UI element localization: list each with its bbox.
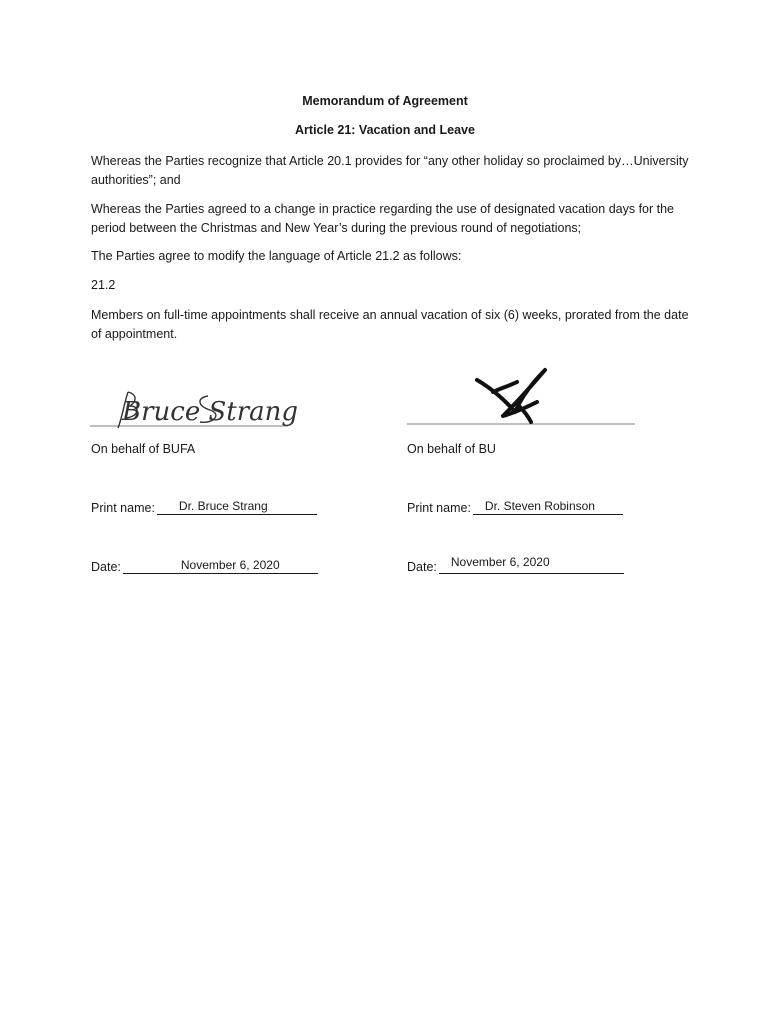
signature-left-text: Bruce Strang [122,397,299,427]
print-name-right-label: Print name: [407,501,471,515]
print-name-right-field [473,499,623,515]
print-name-right-row [407,499,623,515]
date-right-value: November 6, 2020 [450,555,550,569]
document-subtitle: Article 21: Vacation and Leave [295,123,475,137]
article-number: 21.2 [91,278,116,292]
date-right-row [407,555,624,574]
signature-left [88,384,303,440]
date-left-field [123,558,318,574]
print-name-left-value: Dr. Bruce Strang [178,499,268,513]
print-name-left-field [157,499,317,515]
print-name-left-row [91,499,317,515]
behalf-bufa: On behalf of BUFA [91,442,196,456]
date-right-field [439,555,624,574]
date-left-row [91,558,318,574]
date-right-label: Date: [407,560,437,574]
paragraph-agree: The Parties agree to modify the language of Article 21.2 as follows: [91,249,462,263]
date-left-value: November 6, 2020 [180,558,280,572]
behalf-bu: On behalf of BU [407,442,496,456]
signature-right [405,362,640,432]
print-name-left-label: Print name: [91,501,155,515]
document-title: Memorandum of Agreement [302,94,468,108]
paragraph-article-text: Members on full-time appointments shall receive an annual vacation of six (6) weeks, prorated from the date of appointment. [91,308,689,341]
date-left-label: Date: [91,560,121,574]
paragraph-whereas-1: Whereas the Parties recognize that Article 20.1 provides for “any other holiday so proclaimed by…University authorities”; and [91,154,689,187]
print-name-right-value: Dr. Steven Robinson [484,499,595,513]
paragraph-whereas-2: Whereas the Parties agreed to a change in practice regarding the use of designated vacation days for the period between the Christmas and New Year’s during the previous round of negotiations; [91,202,675,235]
